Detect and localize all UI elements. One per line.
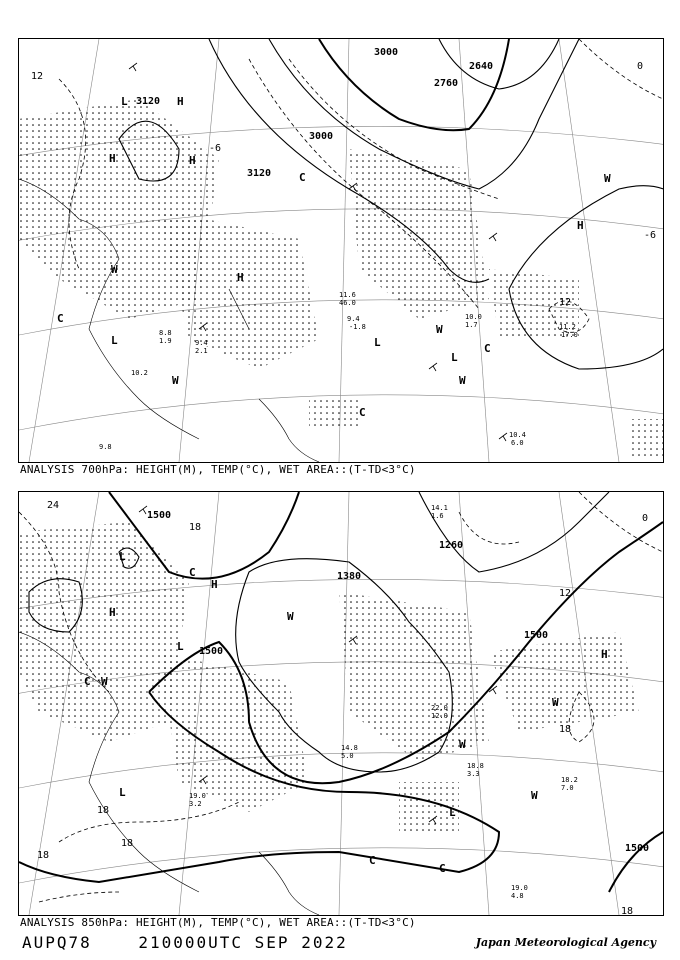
- station-temp: 19.0: [189, 792, 206, 800]
- height-label: 1500: [625, 843, 650, 854]
- center-mark: C: [84, 675, 91, 688]
- caption-700hpa: ANALYSIS 700hPa: HEIGHT(M), TEMP(°C), WET AREA::(T-TD<3°C): [20, 463, 416, 476]
- center-mark: W: [459, 738, 466, 751]
- height-label: 3000: [374, 47, 399, 58]
- center-mark: C: [189, 566, 196, 579]
- station-dewpoint: 1.9: [159, 337, 172, 345]
- center-mark: H: [211, 578, 218, 591]
- map-panel-850hpa: [18, 491, 664, 916]
- height-label: 3000: [309, 131, 334, 142]
- center-mark: L: [119, 550, 126, 563]
- station-dewpoint: 5.0: [341, 752, 354, 760]
- center-mark: H: [109, 606, 116, 619]
- isotherm-label: 12: [31, 71, 44, 82]
- center-mark: W: [531, 789, 538, 802]
- center-mark: C: [299, 171, 306, 184]
- center-mark: L: [119, 786, 126, 799]
- wet-areas: [19, 522, 639, 832]
- station-temp: 18.8: [467, 762, 484, 770]
- isotherm-label: 18: [37, 850, 50, 861]
- height-label: 3120: [247, 168, 272, 179]
- center-mark: W: [436, 323, 443, 336]
- isotherm-label: 12: [559, 297, 572, 308]
- station-temp: 10.4: [509, 431, 526, 439]
- center-mark: W: [287, 610, 294, 623]
- station-temp: 10.0: [465, 313, 482, 321]
- station-temp: 14.1: [431, 504, 448, 512]
- station-dewpoint: 17.0: [561, 331, 578, 339]
- station-dewpoint: -1.8: [349, 323, 366, 331]
- station-dewpoint: 7.0: [561, 784, 574, 792]
- isotherm-label: 18: [97, 805, 110, 816]
- station-temp: 9.8: [99, 443, 112, 451]
- center-mark: C: [369, 854, 376, 867]
- height-label: 1500: [199, 646, 224, 657]
- caption-850hpa: ANALYSIS 850hPa: HEIGHT(M), TEMP(°C), WET AREA::(T-TD<3°C): [20, 916, 416, 929]
- station-temp: 11.6: [339, 291, 356, 299]
- station-dewpoint: 2.1: [195, 347, 208, 355]
- station-dewpoint: 46.0: [339, 299, 356, 307]
- center-mark: W: [459, 374, 466, 387]
- isotherm-label: -6: [644, 230, 657, 241]
- map-700hpa-canvas: [19, 39, 663, 462]
- height-label: 3120: [136, 96, 161, 107]
- center-mark: L: [121, 95, 128, 108]
- center-mark: L: [177, 640, 184, 653]
- center-mark: W: [101, 675, 108, 688]
- station-dewpoint: 4.8: [511, 892, 524, 900]
- station-temp: 10.2: [131, 369, 148, 377]
- center-mark: L: [451, 351, 458, 364]
- product-footer: [22, 933, 348, 952]
- isotherm-label: -6: [209, 143, 222, 154]
- height-label: 2760: [434, 78, 459, 89]
- station-dewpoint: 12.0: [431, 712, 448, 720]
- station-temp: 14.8: [341, 744, 358, 752]
- station-temp: 18.2: [561, 776, 578, 784]
- center-mark: H: [237, 271, 244, 284]
- center-mark: H: [177, 95, 184, 108]
- isotherm-label: 12: [559, 588, 572, 599]
- center-mark: H: [577, 219, 584, 232]
- height-label: 1500: [524, 630, 549, 641]
- center-mark: C: [57, 312, 64, 325]
- station-temp: 22.0: [431, 704, 448, 712]
- center-mark: W: [172, 374, 179, 387]
- center-mark: H: [601, 648, 608, 661]
- station-dewpoint: 6.0: [511, 439, 524, 447]
- center-mark: C: [484, 342, 491, 355]
- center-mark: L: [374, 336, 381, 349]
- isotherm-label: 18: [121, 838, 134, 849]
- isotherm-label: 18: [621, 906, 634, 915]
- center-mark: W: [111, 263, 118, 276]
- station-dewpoint: 1.6: [431, 512, 444, 520]
- height-label: 1260: [439, 540, 464, 551]
- agency-name: Japan Meteorological Agency: [475, 936, 656, 949]
- isotherm-label: 18: [559, 724, 572, 735]
- station-temp: 8.8: [159, 329, 172, 337]
- product-id: AUPQ78: [22, 933, 92, 952]
- station-dewpoint: 1.7: [465, 321, 478, 329]
- center-mark: C: [439, 862, 446, 875]
- center-mark: C: [359, 406, 366, 419]
- valid-time: 210000UTC SEP 2022: [138, 933, 348, 952]
- isotherm-label: 0: [637, 61, 644, 72]
- isotherm-label: 0: [642, 513, 649, 524]
- isotherm-label: 18: [189, 522, 202, 533]
- station-temp: 9.4: [195, 339, 208, 347]
- station-dewpoint: 3.2: [189, 800, 202, 808]
- center-mark: L: [449, 806, 456, 819]
- center-mark: L: [111, 334, 118, 347]
- center-mark: W: [604, 172, 611, 185]
- height-label: 2640: [469, 61, 494, 72]
- station-temp: 11.2: [559, 323, 576, 331]
- map-panel-700hpa: [18, 38, 664, 463]
- center-mark: H: [109, 152, 116, 165]
- center-mark: W: [552, 696, 559, 709]
- height-label: 1380: [337, 571, 362, 582]
- isotherm-label: 24: [47, 500, 60, 511]
- station-temp: 19.0: [511, 884, 528, 892]
- map-850hpa-canvas: [19, 492, 663, 915]
- center-mark: H: [189, 154, 196, 167]
- station-dewpoint: 3.3: [467, 770, 480, 778]
- height-label: 1500: [147, 510, 172, 521]
- station-temp: 9.4: [347, 315, 360, 323]
